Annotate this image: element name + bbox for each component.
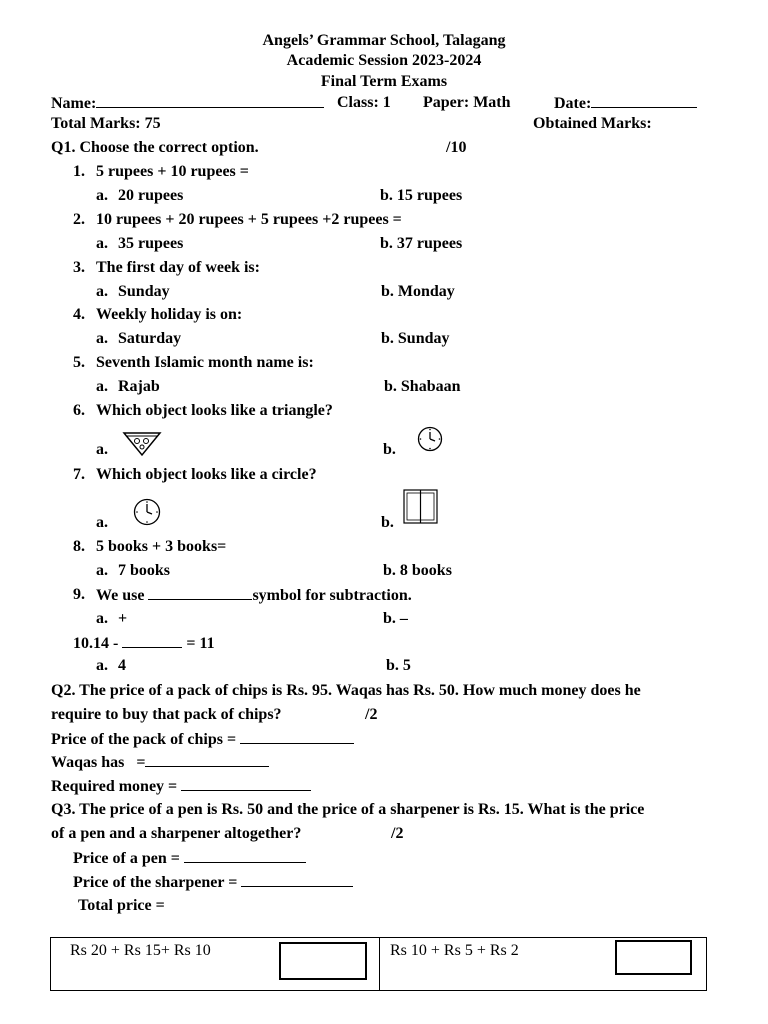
q1-item-4-num: 4. [73, 306, 85, 323]
q1-item-1-num: 1. [73, 163, 85, 180]
left-answer-box[interactable] [279, 942, 367, 980]
q1-item-8-text: 5 books + 3 books= [96, 538, 227, 555]
q1-item-8-num: 8. [73, 538, 85, 555]
q1-item-6-a: a. [96, 441, 108, 458]
q1-item-5-num: 5. [73, 354, 85, 371]
q1-item-5-text: Seventh Islamic month name is: [96, 354, 314, 371]
q1-item-10-b: b. 5 [386, 657, 411, 674]
q1-item-4-a: a. [96, 330, 108, 347]
q1-item-9-b: b. – [383, 610, 408, 627]
left-expression: Rs 20 + Rs 15+ Rs 10 [70, 942, 211, 959]
q1-item-10-a: a. [96, 657, 108, 674]
q2-field-price: Price of the pack of chips = [51, 729, 354, 750]
q1-item-7-num: 7. [73, 466, 85, 483]
q1-item-1-text: 5 rupees + 10 rupees = [96, 163, 249, 180]
q1-item-1-a-text: 20 rupees [118, 187, 184, 204]
q1-item-6-num: 6. [73, 402, 85, 419]
q3-question-line2: of a pen and a sharpener altogether? [51, 825, 302, 842]
q1-item-3-a: a. [96, 283, 108, 300]
q1-item-2-b: b. 37 rupees [380, 235, 463, 252]
q1-item-3-text: The first day of week is: [96, 259, 260, 276]
q1-item-5-a-text: Rajab [118, 378, 160, 395]
q3-question-line1: Q3. The price of a pen is Rs. 50 and the price of a sharpener is Rs. 15. What is the price [51, 801, 645, 818]
q3-field-pen: Price of a pen = [73, 848, 306, 869]
q1-item-5-b: b. Shabaan [384, 378, 461, 395]
q1-item-9-a: a. [96, 610, 108, 627]
q1-item-2-a-text: 35 rupees [118, 235, 184, 252]
school-name: Angels’ Grammar School, Talagang [262, 32, 506, 49]
q1-item-9-a-text: + [118, 610, 128, 627]
q3-field-sharpener: Price of the sharpener = [73, 872, 353, 893]
q1-item-5-a: a. [96, 378, 108, 395]
q1-item-2-a: a. [96, 235, 108, 252]
right-answer-box[interactable] [615, 940, 692, 975]
right-expression: Rs 10 + Rs 5 + Rs 2 [390, 942, 519, 959]
q1-item-2-num: 2. [73, 211, 85, 228]
q1-item-1-b: b. 15 rupees [380, 187, 463, 204]
q1-item-8-a: a. [96, 562, 108, 579]
total-marks: Total Marks: 75 [51, 115, 161, 132]
q1-item-3-num: 3. [73, 259, 85, 276]
date-field: Date: [554, 93, 697, 114]
clock-icon [133, 498, 161, 526]
pizza-slice-icon [122, 431, 162, 457]
q1-item-7-a: a. [96, 514, 108, 531]
q1-item-7-b: b. [381, 514, 394, 531]
q2-question-line1: Q2. The price of a pack of chips is Rs. 95. Waqas has Rs. 50. How much money does he [51, 682, 641, 699]
paper-label: Paper: Math [423, 94, 511, 111]
q1-item-3-a-text: Sunday [118, 283, 170, 300]
q1-marks: /10 [446, 139, 467, 156]
q1-item-6-text: Which object looks like a triangle? [96, 402, 333, 419]
q1-item-2-text: 10 rupees + 20 rupees + 5 rupees +2 rupees = [96, 211, 402, 228]
clock-icon [417, 426, 443, 452]
name-field: Name: [51, 93, 324, 114]
table-divider [379, 938, 380, 990]
comparison-table [50, 937, 707, 991]
class-label: Class: 1 [337, 94, 391, 111]
q1-item-10-a-text: 4 [118, 657, 126, 674]
q1-item-4-b: b. Sunday [381, 330, 450, 347]
q1-item-8-a-text: 7 books [118, 562, 171, 579]
q2-question-line2: require to buy that pack of chips? [51, 706, 282, 723]
q3-marks: /2 [391, 825, 404, 842]
q1-item-9-num: 9. [73, 586, 85, 603]
q1-item-10: 10.14 - = 11 [73, 635, 215, 652]
q1-item-4-text: Weekly holiday is on: [96, 306, 243, 323]
q1-item-1-a: a. [96, 187, 108, 204]
q2-marks: /2 [365, 706, 378, 723]
q1-item-3-b: b. Monday [381, 283, 455, 300]
q1-item-4-a-text: Saturday [118, 330, 182, 347]
academic-session: Academic Session 2023-2024 [286, 52, 482, 69]
q1-item-7-text: Which object looks like a circle? [96, 466, 317, 483]
q3-field-total: Total price = [78, 897, 165, 914]
book-icon [403, 489, 439, 525]
obtained-marks: Obtained Marks: [533, 115, 652, 132]
q1-title: Q1. Choose the correct option. [51, 139, 259, 156]
q1-item-6-b: b. [383, 441, 396, 458]
q1-item-8-b: b. 8 books [383, 562, 452, 579]
q1-item-9-text: We use symbol for subtraction. [96, 587, 412, 604]
q2-field-waqas: Waqas has = [51, 752, 269, 773]
exam-title: Final Term Exams [320, 73, 448, 90]
q2-field-required: Required money = [51, 776, 311, 797]
